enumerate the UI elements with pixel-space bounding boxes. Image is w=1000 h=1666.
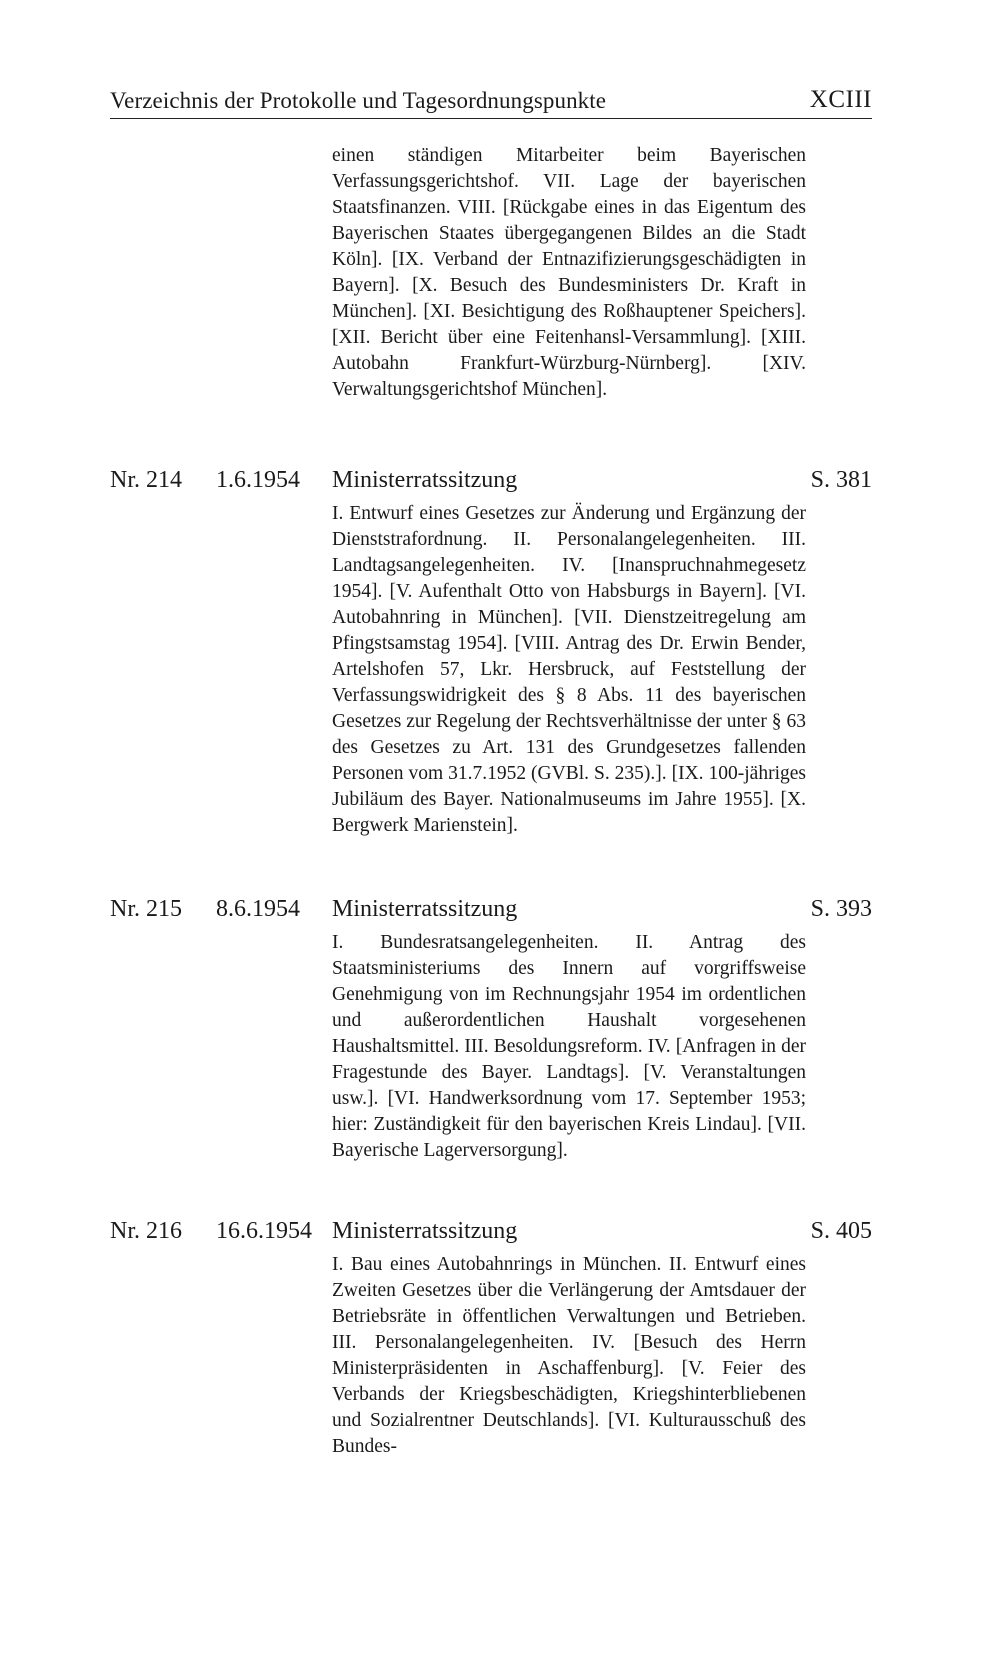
entry-page-reference: S. 393 (810, 896, 872, 922)
entry-heading (110, 1218, 872, 1252)
entry-type: Ministerratssitzung (332, 1218, 518, 1244)
protocol-entry-215 (110, 896, 872, 1164)
entry-number: Nr. 216 (110, 1218, 182, 1244)
entry-number: Nr. 215 (110, 896, 182, 922)
entry-type: Ministerratssitzung (332, 467, 518, 493)
entry-date: 16.6.1954 (216, 1218, 312, 1244)
continued-agenda-text: einen ständigen Mitarbeiter beim Bayerischen Verfassungsgerichtshof. VII. Lage der bayerischen Staatsfinanzen. VIII. [Rückgabe eines in das Eigentum des Bayerischen Staates übergegangenen Bildes an die Stadt Köln]. [IX. Verband der Entnazifizierungsgeschädigten in Bayern]. [X. Besuch des Bundesministers Dr. Kraft in München]. [XI. Besichtigung des Roßhauptener Speichers]. [XII. Bericht über eine Feitenhansl-Versammlung]. [XIII. Autobahn Frankfurt-Würzburg-Nürnberg]. [XIV. Verwaltungsgerichtshof München]. (332, 145, 806, 400)
entry-heading (110, 467, 872, 501)
continued-entry-text (332, 143, 806, 403)
entry-date: 8.6.1954 (216, 896, 300, 922)
entry-agenda-text: I. Bau eines Autobahnrings in München. II. Entwurf eines Zweiten Gesetzes über die Verlängerung der Amtsdauer der Betriebsräte in öffentlichen Verwaltungen und Betrieben. III. Personalangelegenheiten. IV. [Besuch des Herrn Ministerpräsidenten in Aschaffenburg]. [V. Feier des Verbands der Kriegsbeschädigten, Kriegshinterbliebenen und Sozialrentner Deutschlands]. [VI. Kulturausschuß des Bundes- (332, 1254, 806, 1457)
page-number: XCIII (809, 86, 872, 113)
entry-heading (110, 896, 872, 930)
running-head-title: Verzeichnis der Protokolle und Tagesordnungspunkte (110, 88, 607, 113)
entry-page-reference: S. 405 (810, 1218, 872, 1244)
protocol-entry-216 (110, 1218, 872, 1460)
entry-agenda-text: I. Entwurf eines Gesetzes zur Änderung und Ergänzung der Dienststrafordnung. II. Personalangelegenheiten. III. Landtagsangelegenheiten. IV. [Inanspruchnahmegesetz 1954]. [V. Aufenthalt Otto von Habsburgs in Bayern]. [VI. Autobahnring in München]. [VII. Dienstzeitregelung am Pfingstsamstag 1954]. [VIII. Antrag des Dr. Erwin Bender, Artelshofen 57, Lkr. Hersbruck, auf Feststellung der Verfassungswidrigkeit des § 8 Abs. 11 des bayerischen Gesetzes zur Regelung der Rechtsverhältnisse der unter § 63 des Gesetzes zu Art. 131 des Grundgesetzes fallenden Personen vom 31.7.1952 (GVBl. S. 235).]. [IX. 100-jähriges Jubiläum des Bayer. Nationalmuseums im Jahre 1955]. [X. Bergwerk Marienstein]. (332, 503, 806, 836)
entry-number: Nr. 214 (110, 467, 182, 493)
entry-page-reference: S. 381 (810, 467, 872, 493)
entry-agenda-text: I. Bundesratsangelegenheiten. II. Antrag des Staatsministeriums des Innern auf vorgriffsweise Genehmigung von im Rechnungsjahr 1954 im ordentlichen und außerordentlichen Haushalt vorgesehenen Haushaltsmittel. III. Besoldungsreform. IV. [Anfragen in der Fragestunde des Bayer. Landtags]. [V. Veranstaltungen usw.]. [VI. Handwerksordnung vom 17. September 1953; hier: Zuständigkeit für den bayerischen Kreis Lindau]. [VII. Bayerische Lagerversorgung]. (332, 932, 806, 1161)
running-head (110, 82, 872, 119)
entry-type: Ministerratssitzung (332, 896, 518, 922)
protocol-entry-214 (110, 467, 872, 839)
entry-date: 1.6.1954 (216, 467, 300, 493)
